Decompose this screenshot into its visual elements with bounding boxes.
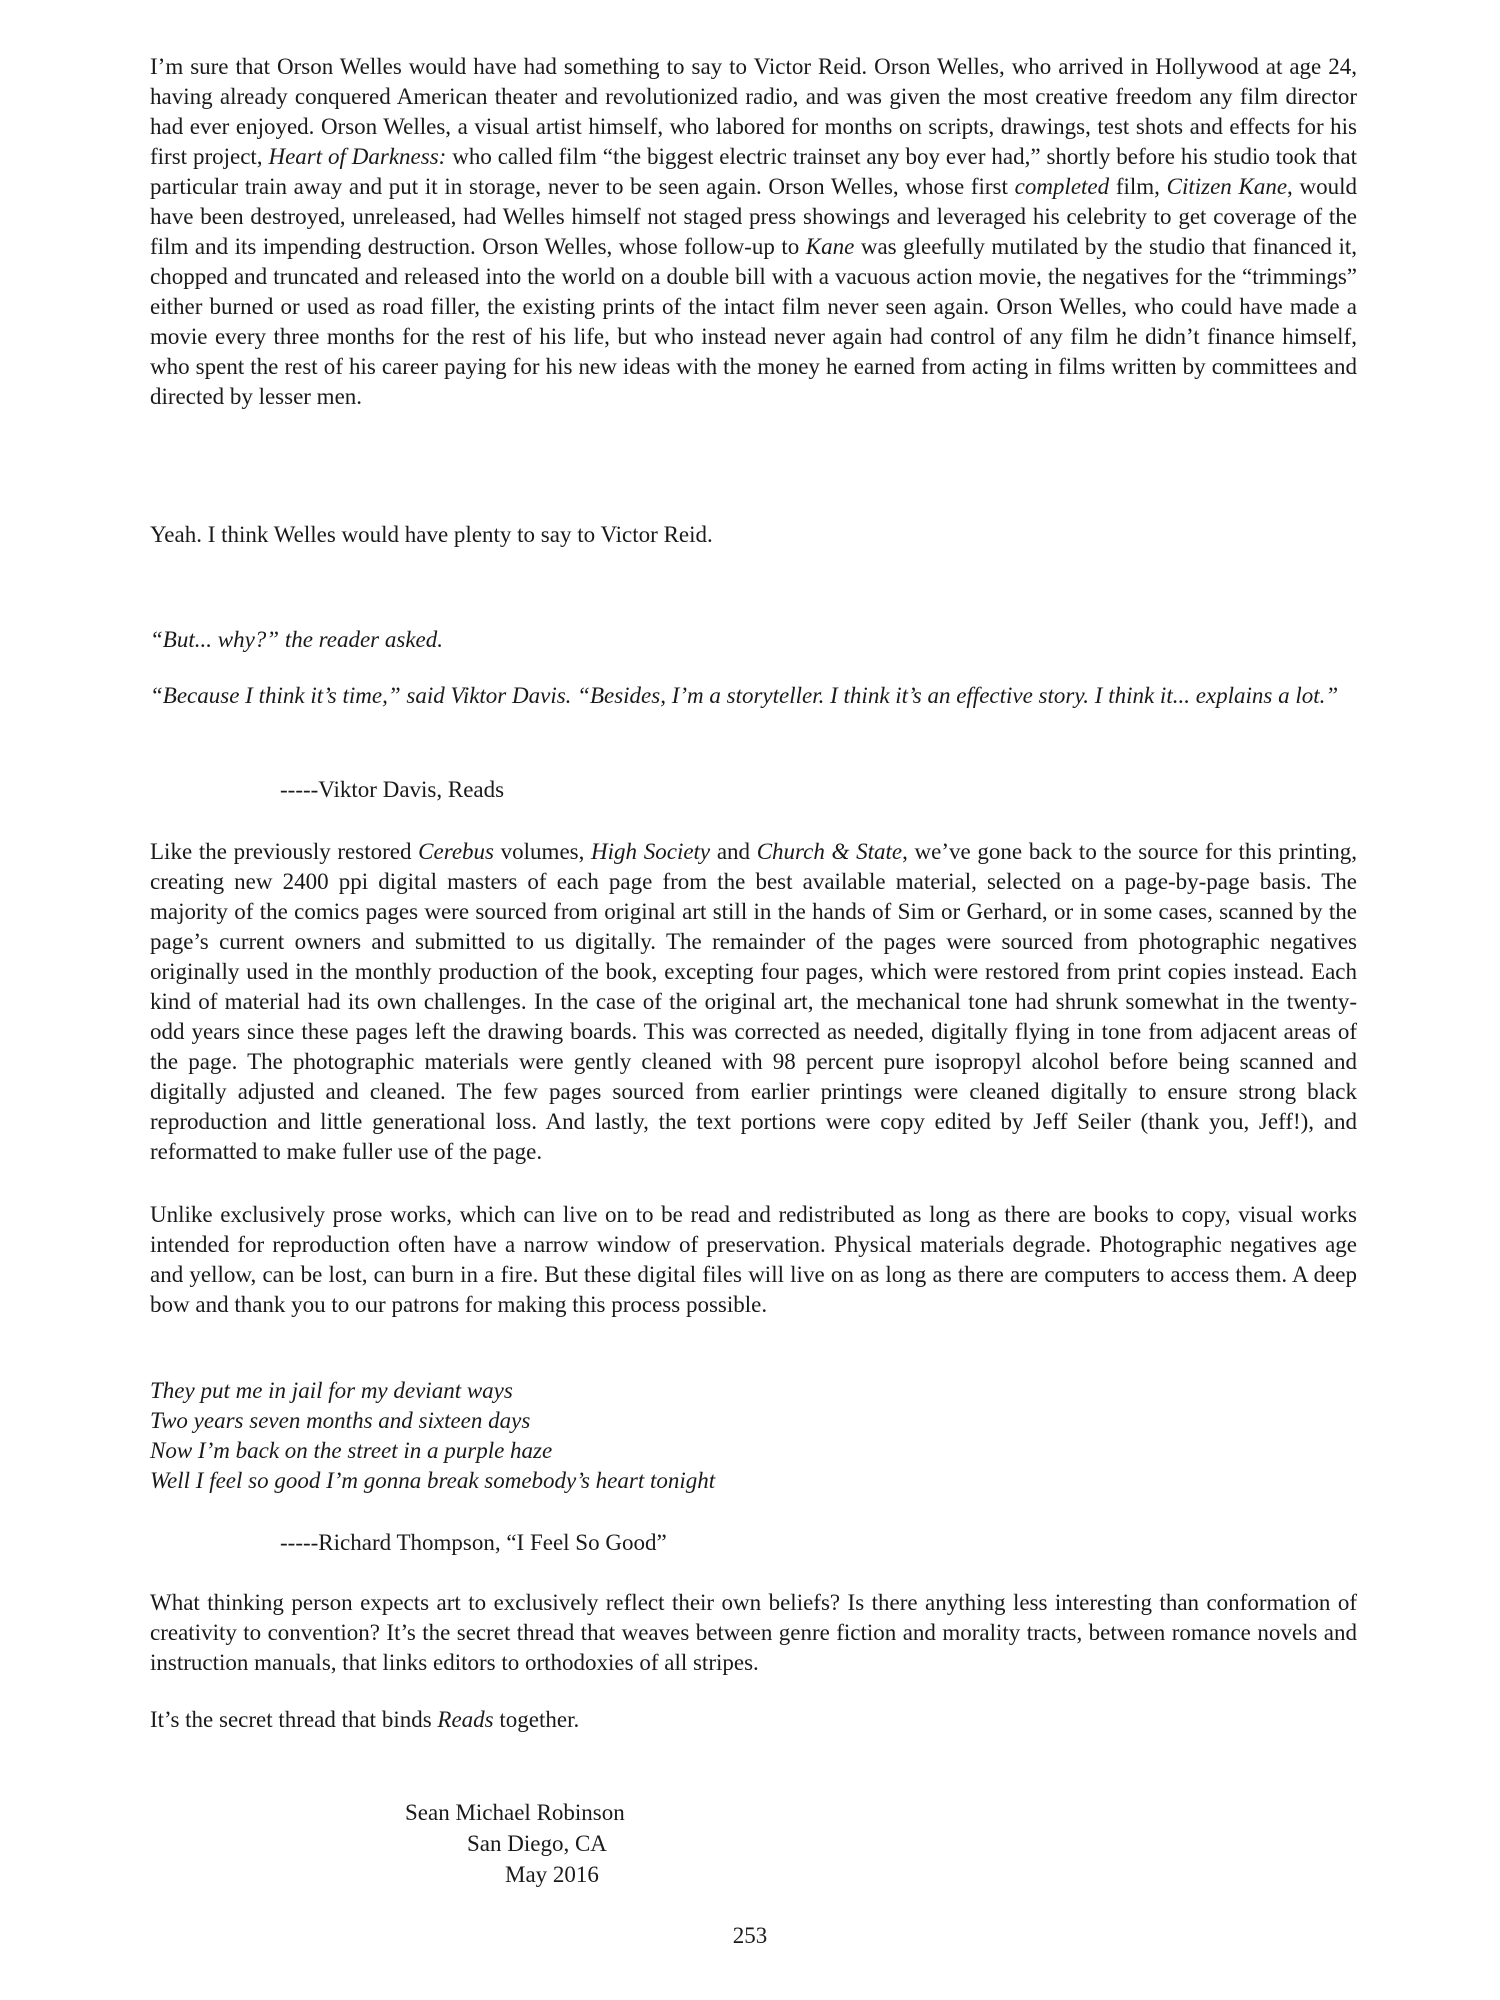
lyric-line: Now I’m back on the street in a purple haze bbox=[150, 1438, 553, 1463]
text-run: I’m sure that Orson Welles would have had something to say to Victor Reid. Orson Welles, who arrived in Hollywood at age 24, having already conquered American theater and revolutionized radio, and was given the most creative freedom any film director had ever enjoyed. Orson Welles, a visual artist himself, who labored for months on scripts, drawings, test shots and effects for his first project, bbox=[150, 54, 1357, 169]
italic-title-citizen-kane: Citizen Kane bbox=[1166, 174, 1288, 199]
text-run: and bbox=[710, 839, 757, 864]
text-run: was gleefully mutilated by the studio that financed it, chopped and truncated and released into the world on a double bill with a vacuous action movie, the negatives for the “trimmings” either burned or used as road filler, the existing prints of the intact film never seen again. Orson Welles, who could have made a movie every three months for the rest of his life, but who instead never again had control of any film he didn’t finance himself, who spent the rest of his career paying for his new ideas with the money he earned from acting in films written by committees and directed by lesser men. bbox=[150, 234, 1357, 409]
signature-name: Sean Michael Robinson bbox=[405, 1800, 625, 1825]
lyrics-block bbox=[150, 1376, 1357, 1496]
lyric-line: Two years seven months and sixteen days bbox=[150, 1408, 531, 1433]
attribution-viktor-davis: -----Viktor Davis, Reads bbox=[280, 777, 505, 802]
lyric-line: They put me in jail for my deviant ways bbox=[150, 1378, 513, 1403]
italic-title-kane: Kane bbox=[805, 234, 855, 259]
text-run: It’s the secret thread that binds bbox=[150, 1707, 438, 1732]
signature-block bbox=[405, 1797, 625, 1890]
text-run: volumes, bbox=[493, 839, 592, 864]
attribution-richard-thompson: -----Richard Thompson, “I Feel So Good” bbox=[280, 1530, 667, 1555]
text-run: , we’ve gone back to the source for this printing, creating new 2400 ppi digital masters of each page from the best available material, selected on a page-by-page basis. The majority of the comics pages were sourced from original art still in the hands of Sim or Gerhard, or in some cases, scanned by the page’s current owners and submitted to us digitally. The remainder of the pages were sourced from photographic negatives originally used in the monthly production of the book, excepting four pages, which were restored from print copies instead. Each kind of material had its own challenges. In the case of the original art, the mechanical tone had shrunk somewhat in the twenty-odd years since these pages left the drawing boards. This was corrected as needed, digitally flying in tone from adjacent areas of the page. The photographic materials were gently cleaned with 98 percent pure isopropyl alcohol before being scanned and digitally adjusted and cleaned. The few pages sourced from earlier printings were cleaned digitally to ensure strong black reproduction and little generational loss. And lastly, the text portions were copy edited by Jeff Seiler (thank you, Jeff!), and reformatted to make fuller use of the page. bbox=[150, 839, 1357, 1164]
italic-completed: completed bbox=[1014, 174, 1110, 199]
paragraph-restoration bbox=[150, 837, 1357, 1167]
quote-reader-asked: “But... why?” the reader asked. bbox=[150, 627, 444, 652]
paragraph-yeah: Yeah. I think Welles would have plenty to say to Victor Reid. bbox=[150, 522, 713, 547]
signature-date: May 2016 bbox=[505, 1862, 599, 1887]
italic-title-high-society: High Society bbox=[591, 839, 711, 864]
italic-title-cerebus: Cerebus bbox=[418, 839, 494, 864]
paragraph-welles bbox=[150, 52, 1357, 412]
text-run: Like the previously restored bbox=[150, 839, 419, 864]
italic-title-church-state: Church & State bbox=[756, 839, 903, 864]
italic-title-heart-of-darkness: Heart of Darkness: bbox=[268, 144, 447, 169]
signature-place: San Diego, CA bbox=[467, 1831, 607, 1856]
paragraph-preservation: Unlike exclusively prose works, which can live on to be read and redistributed as long as there are books to copy, visual works intended for reproduction often have a narrow window of preservation. Physical materials degrade. Photographic negatives age and yellow, can be lost, can burn in a fire. But these digital files will live on as long as there are computers to access them. A deep bow and thank you to our patrons for making this process possible. bbox=[150, 1202, 1357, 1317]
page-number: 253 bbox=[732, 1923, 768, 1948]
paragraph-thinking: What thinking person expects art to exclusively reflect their own beliefs? Is there anything less interesting than conformation of creativity to convention? It’s the secret thread that weaves between genre fiction and morality tracts, between romance novels and instruction manuals, that links editors to orthodoxies of all stripes. bbox=[150, 1590, 1357, 1675]
italic-title-reads: Reads bbox=[437, 1707, 494, 1732]
text-run: who called film “the biggest electric trainset any boy ever had,” shortly before his studio took that particular train away and put it in storage, never to be seen again. Orson Welles, whose first bbox=[150, 144, 1357, 199]
paragraph-secret-thread bbox=[150, 1705, 1357, 1735]
text-run: together. bbox=[493, 1707, 580, 1732]
text-run: , would have been destroyed, unreleased, had Welles himself not staged press showings and leveraged his celebrity to get coverage of the film and its impending destruction. Orson Welles, whose follow-up to bbox=[150, 174, 1357, 259]
lyric-line: Well I feel so good I’m gonna break somebody’s heart tonight bbox=[150, 1468, 716, 1493]
text-run: film, bbox=[1109, 174, 1167, 199]
quote-viktor-davis: “Because I think it’s time,” said Viktor Davis. “Besides, I’m a storyteller. I think it’s an effective story. I think it... explains a lot.” bbox=[150, 683, 1339, 708]
